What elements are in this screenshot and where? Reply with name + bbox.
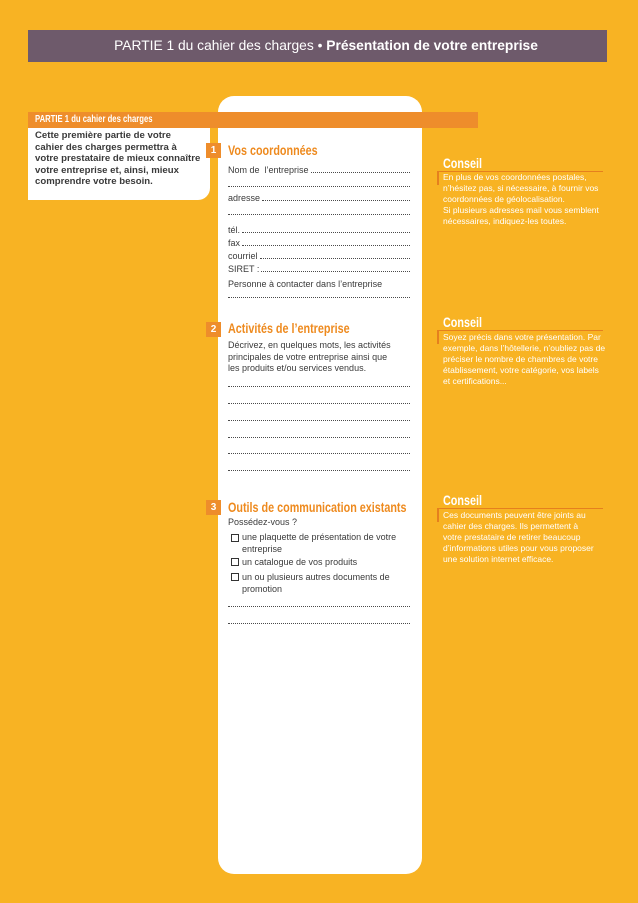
fax-fill-line[interactable] <box>242 245 410 246</box>
tools-fill-line[interactable] <box>228 623 410 624</box>
company-name-fill-line-2[interactable] <box>228 186 410 187</box>
field-label: fax <box>228 238 241 248</box>
conseil-heading: Conseil <box>443 492 482 508</box>
conseil-line: préciser le nombre de chambres de votre <box>443 353 598 364</box>
conseil-line: d’informations utiles pour vous proposer <box>443 542 594 553</box>
conseil-heading: Conseil <box>443 155 482 171</box>
section-description <box>228 340 391 375</box>
field-label: Personne à contacter dans l’entreprise <box>228 279 383 289</box>
conseil-line: Soyez précis dans votre présentation. Par <box>443 331 601 342</box>
field-label: Nom de l’entreprise <box>228 165 309 175</box>
checkbox-brochure[interactable] <box>231 534 239 542</box>
conseil-line: et certifications... <box>443 375 507 386</box>
description-line: principales de votre entreprise ainsi que <box>228 351 388 362</box>
section-number-badge: 3 <box>206 500 221 515</box>
intro-line: votre entreprise et, ainsi, mieux <box>35 164 179 176</box>
address-fill-line[interactable] <box>262 200 410 201</box>
intro-line: Cette première partie de votre <box>35 130 171 141</box>
conseil-line: nécessaires, indiquez-les toutes. <box>443 215 567 226</box>
phone-fill-line[interactable] <box>242 232 410 233</box>
conseil-line: coordonnées de géolocalisation. <box>443 193 565 204</box>
field-row-email <box>228 250 410 262</box>
conseil-line: cahier des charges. Ils permettent à <box>443 520 579 531</box>
field-row-siret <box>228 263 410 275</box>
tools-fill-line[interactable] <box>228 606 410 607</box>
option-catalogue <box>242 556 357 568</box>
part-tab-label: PARTIE 1 du cahier des charges <box>35 114 153 125</box>
section-title: Activités de l’entreprise <box>228 320 350 336</box>
siret-fill-line[interactable] <box>261 271 410 272</box>
conseil-line: une solution internet efficace. <box>443 553 554 564</box>
option-brochure <box>242 531 396 555</box>
activities-fill-line[interactable] <box>228 403 410 404</box>
contact-person-fill-line[interactable] <box>228 297 410 298</box>
field-row-fax <box>228 237 410 249</box>
conseil-heading: Conseil <box>443 314 482 330</box>
description-line: les produits et/ou services vendus. <box>228 363 367 373</box>
activities-fill-line[interactable] <box>228 470 410 471</box>
option-line: un ou plusieurs autres documents de <box>242 572 390 582</box>
activities-fill-line[interactable] <box>228 386 410 387</box>
conseil-line: En plus de vos coordonnées postales, <box>443 171 587 182</box>
conseil-text <box>443 172 599 227</box>
header-bar <box>28 30 607 62</box>
option-line: un catalogue de vos produits <box>242 557 358 567</box>
option-other-documents <box>242 571 390 595</box>
field-row-phone <box>228 224 410 236</box>
option-line: une plaquette de présentation de votre <box>242 532 397 542</box>
header-part-label: PARTIE 1 du cahier des charges • <box>114 38 323 53</box>
conseil-text <box>443 510 594 565</box>
conseil-line: établissement, votre catégorie, vos labels <box>443 364 599 375</box>
intro-box <box>28 128 210 200</box>
activities-fill-line[interactable] <box>228 420 410 421</box>
form-panel <box>218 96 422 874</box>
section-title: Outils de communication existants <box>228 499 407 515</box>
checkbox-other-documents[interactable] <box>231 573 239 581</box>
field-label: SIRET : <box>228 264 260 274</box>
section-title: Vos coordonnées <box>228 142 318 158</box>
field-label: adresse <box>228 193 261 203</box>
intro-line: cahier des charges permettra à <box>35 141 177 153</box>
page-title: Présentation de votre entreprise <box>326 38 538 53</box>
checkbox-catalogue[interactable] <box>231 558 239 566</box>
address-fill-line-2[interactable] <box>228 214 410 215</box>
intro-line: comprendre votre besoin. <box>35 176 153 188</box>
field-row-contact-person <box>228 278 410 290</box>
conseil-line: votre prestataire de retirer beaucoup <box>443 531 581 542</box>
description-line: Décrivez, en quelques mots, les activités <box>228 340 391 350</box>
section-number-badge: 1 <box>206 143 221 158</box>
intro-line: votre prestataire de mieux connaître <box>35 153 201 165</box>
field-label: courriel <box>228 251 258 261</box>
field-row-company-name <box>228 164 410 176</box>
section-number-badge: 2 <box>206 322 221 337</box>
email-fill-line[interactable] <box>260 258 410 259</box>
conseil-line: n’hésitez pas, si nécessaire, à fournir vos <box>443 182 599 193</box>
section-question: Possédez-vous ? <box>228 517 298 527</box>
field-label: tél. <box>228 225 241 235</box>
activities-fill-line[interactable] <box>228 437 410 438</box>
company-name-fill-line[interactable] <box>311 172 410 173</box>
conseil-text <box>443 332 605 387</box>
conseil-line: Ces documents peuvent être joints au <box>443 509 586 520</box>
conseil-line: Si plusieurs adresses mail vous semblent <box>443 204 599 215</box>
conseil-line: exemple, dans l’hôtellerie, n’oubliez pas de <box>443 342 606 353</box>
activities-fill-line[interactable] <box>228 453 410 454</box>
field-row-address <box>228 192 410 204</box>
option-line: promotion <box>242 584 283 594</box>
option-line: entreprise <box>242 544 283 554</box>
